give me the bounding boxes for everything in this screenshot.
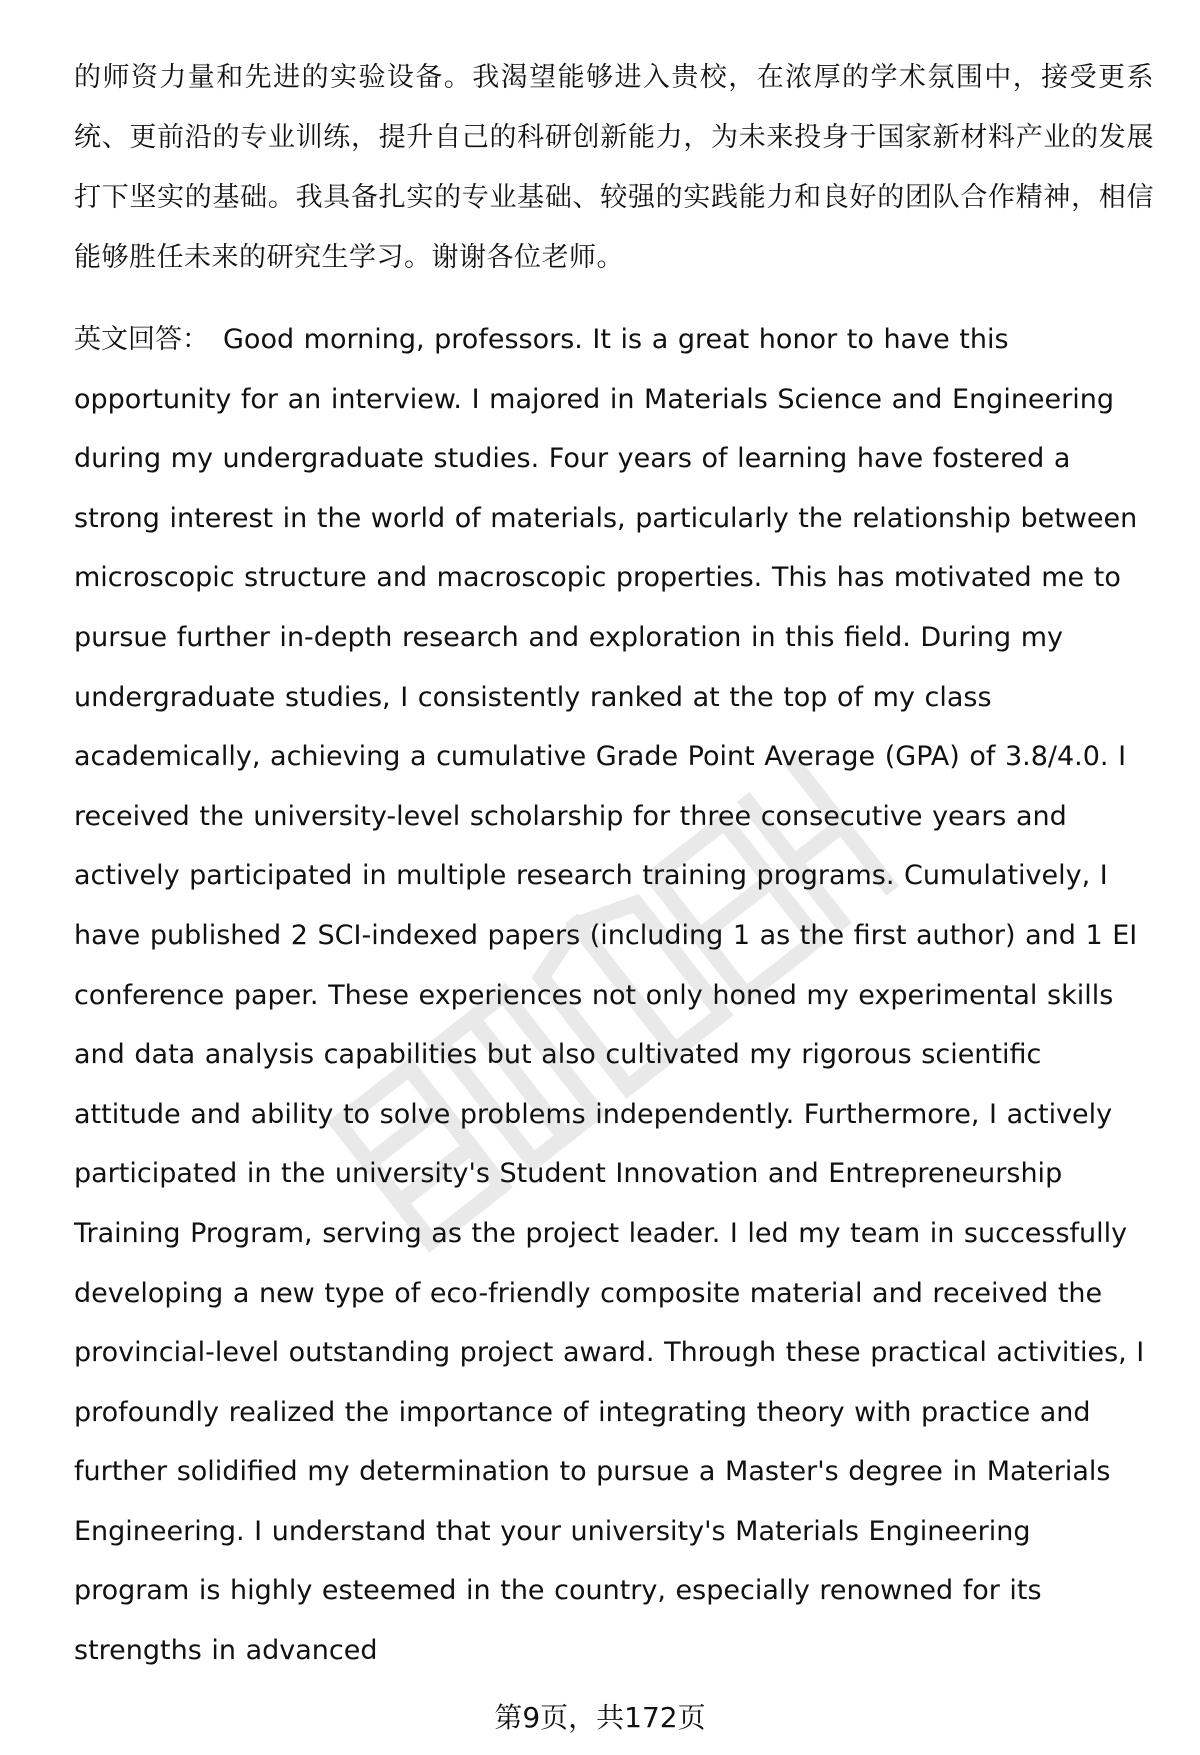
answer-label: 英文回答： (74, 324, 209, 355)
english-answer-text: Good morning, professors. It is a great honor to have this opportunity for an interview. I majored in Materials Science and Engineering during my undergraduate studies. Four years of learning have fostered a strong interest in the world of materials, particularly the relationship between microscopic structure and macroscopic properties. This has motivated me to pursue further in-depth research and exploration in this field. During my undergraduate studies, I consistently ranked at the top of my class academically, achieving a cumulative Grade Point Average (GPA) of 3.8/4.0. I received the university-level scholarship for three consecutive years and actively participated in multiple research training programs. Cumulatively, I have published 2 SCI-indexed papers (including 1 as the first author) and 1 EI conference paper. These experiences not only honed my experimental skills and data analysis capabilities but also cultivated my rigorous scientific attitude and ability to solve problems independently. Furthermore, I actively participated in the university's Student Innovation and Entrepreneurship Training Program, serving as the project leader. I led my team in successfully developing a new type of eco-friendly composite material and received the provincial-level outstanding project award. Through these practical activities, I profoundly realized the importance of integrating theory with practice and further solidified my determination to pursue a Master's degree in Materials Engineering. I understand that your university's Materials Engineering program is highly esteemed in the country, especially renowned for its strengths in advanced (74, 324, 1145, 1667)
document-body (74, 48, 1154, 1681)
page-number-footer: 第9页，共172页 (494, 1701, 706, 1734)
english-answer-paragraph (74, 310, 1154, 1681)
chinese-paragraph: 的师资力量和先进的实验设备。我渴望能够进入贵校，在浓厚的学术氛围中，接受更系统、更前沿的专业训练，提升自己的科研创新能力，为未来投身于国家新材料产业的发展打下坚实的基础。我具备扎实的专业基础、较强的实践能力和良好的团队合作精神，相信能够胜任未来的研究生学习。谢谢各位老师。 (74, 62, 1154, 273)
